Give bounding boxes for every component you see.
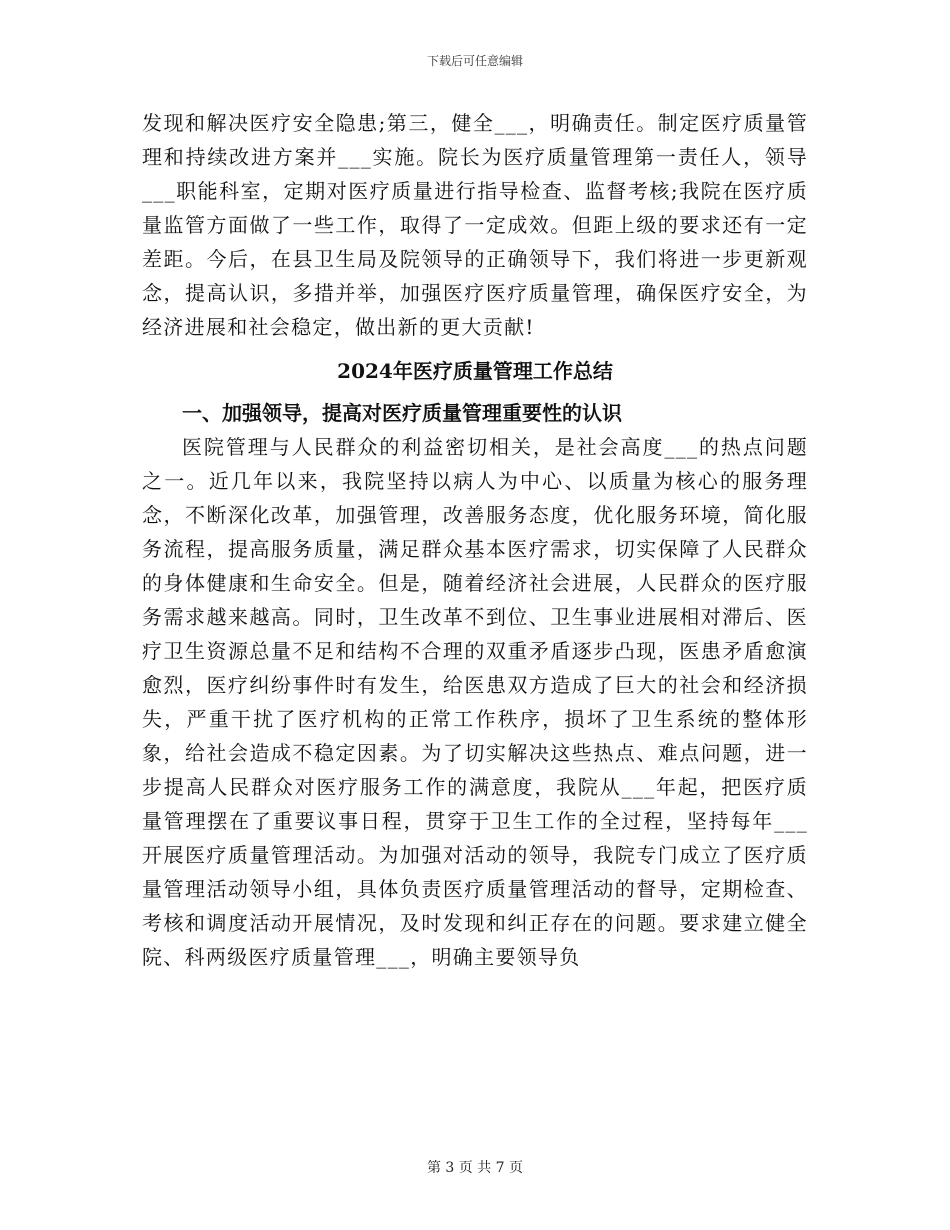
section-heading: 一、加强领导，提高对医疗质量管理重要性的认识 xyxy=(182,401,622,425)
document-title: 2024年医疗质量管理工作总结 xyxy=(337,359,613,383)
continuation-paragraph: 发现和解决医疗安全隐患;第三，健全___，明确责任。制定医疗质量管理和持续改进方案并___实施。院长为医疗质量管理第一责任人，领导___职能科室，定期对医疗质量进行指导检查、监督考核;我院在医疗质量监管方面做了一些工作，取得了一定成效。但距上级的要求还有一定差距。今后，在县卫生局及院领导的正确领导下，我们将进一步更新观念，提高认识，多措并举，加强医疗医疗质量管理，确保医疗安全，为经济进展和社会稳定，做出新的更大贡献! xyxy=(142,111,808,339)
body-paragraph: 医院管理与人民群众的利益密切相关，是社会高度___的热点问题之一。近几年以来，我院坚持以病人为中心、以质量为核心的服务理念，不断深化改革，加强管理，改善服务态度，优化服务环境，简化服务流程，提高服务质量，满足群众基本医疗需求，切实保障了人民群众的身体健康和生命安全。但是，随着经济社会进展，人民群众的医疗服务需求越来越高。同时，卫生改革不到位、卫生事业进展相对滞后、医疗卫生资源总量不足和结构不合理的双重矛盾逐步凸现，医患矛盾愈演愈烈，医疗纠纷事件时有发生，给医患双方造成了巨大的社会和经济损失，严重干扰了医疗机构的正常工作秩序，损坏了卫生系统的整体形象，给社会造成不稳定因素。为了切实解决这些热点、难点问题，进一步提高人民群众对医疗服务工作的满意度，我院从___年起，把医疗质量管理摆在了重要议事日程，贯穿于卫生工作的全过程，坚持每年___开展医疗质量管理活动。为加强对活动的领导，我院专门成立了医疗质量管理活动领导小组，具体负责医疗质量管理活动的督导，定期检查、考核和调度活动开展情况，及时发现和纠正存在的问题。要求建立健全院、科两级医疗质量管理___，明确主要领导负 xyxy=(142,435,808,969)
page-header: 下载后可任意编辑 xyxy=(426,54,523,68)
page-number: 第 3 页 共 7 页 xyxy=(426,1160,524,1176)
document-body xyxy=(142,106,808,974)
